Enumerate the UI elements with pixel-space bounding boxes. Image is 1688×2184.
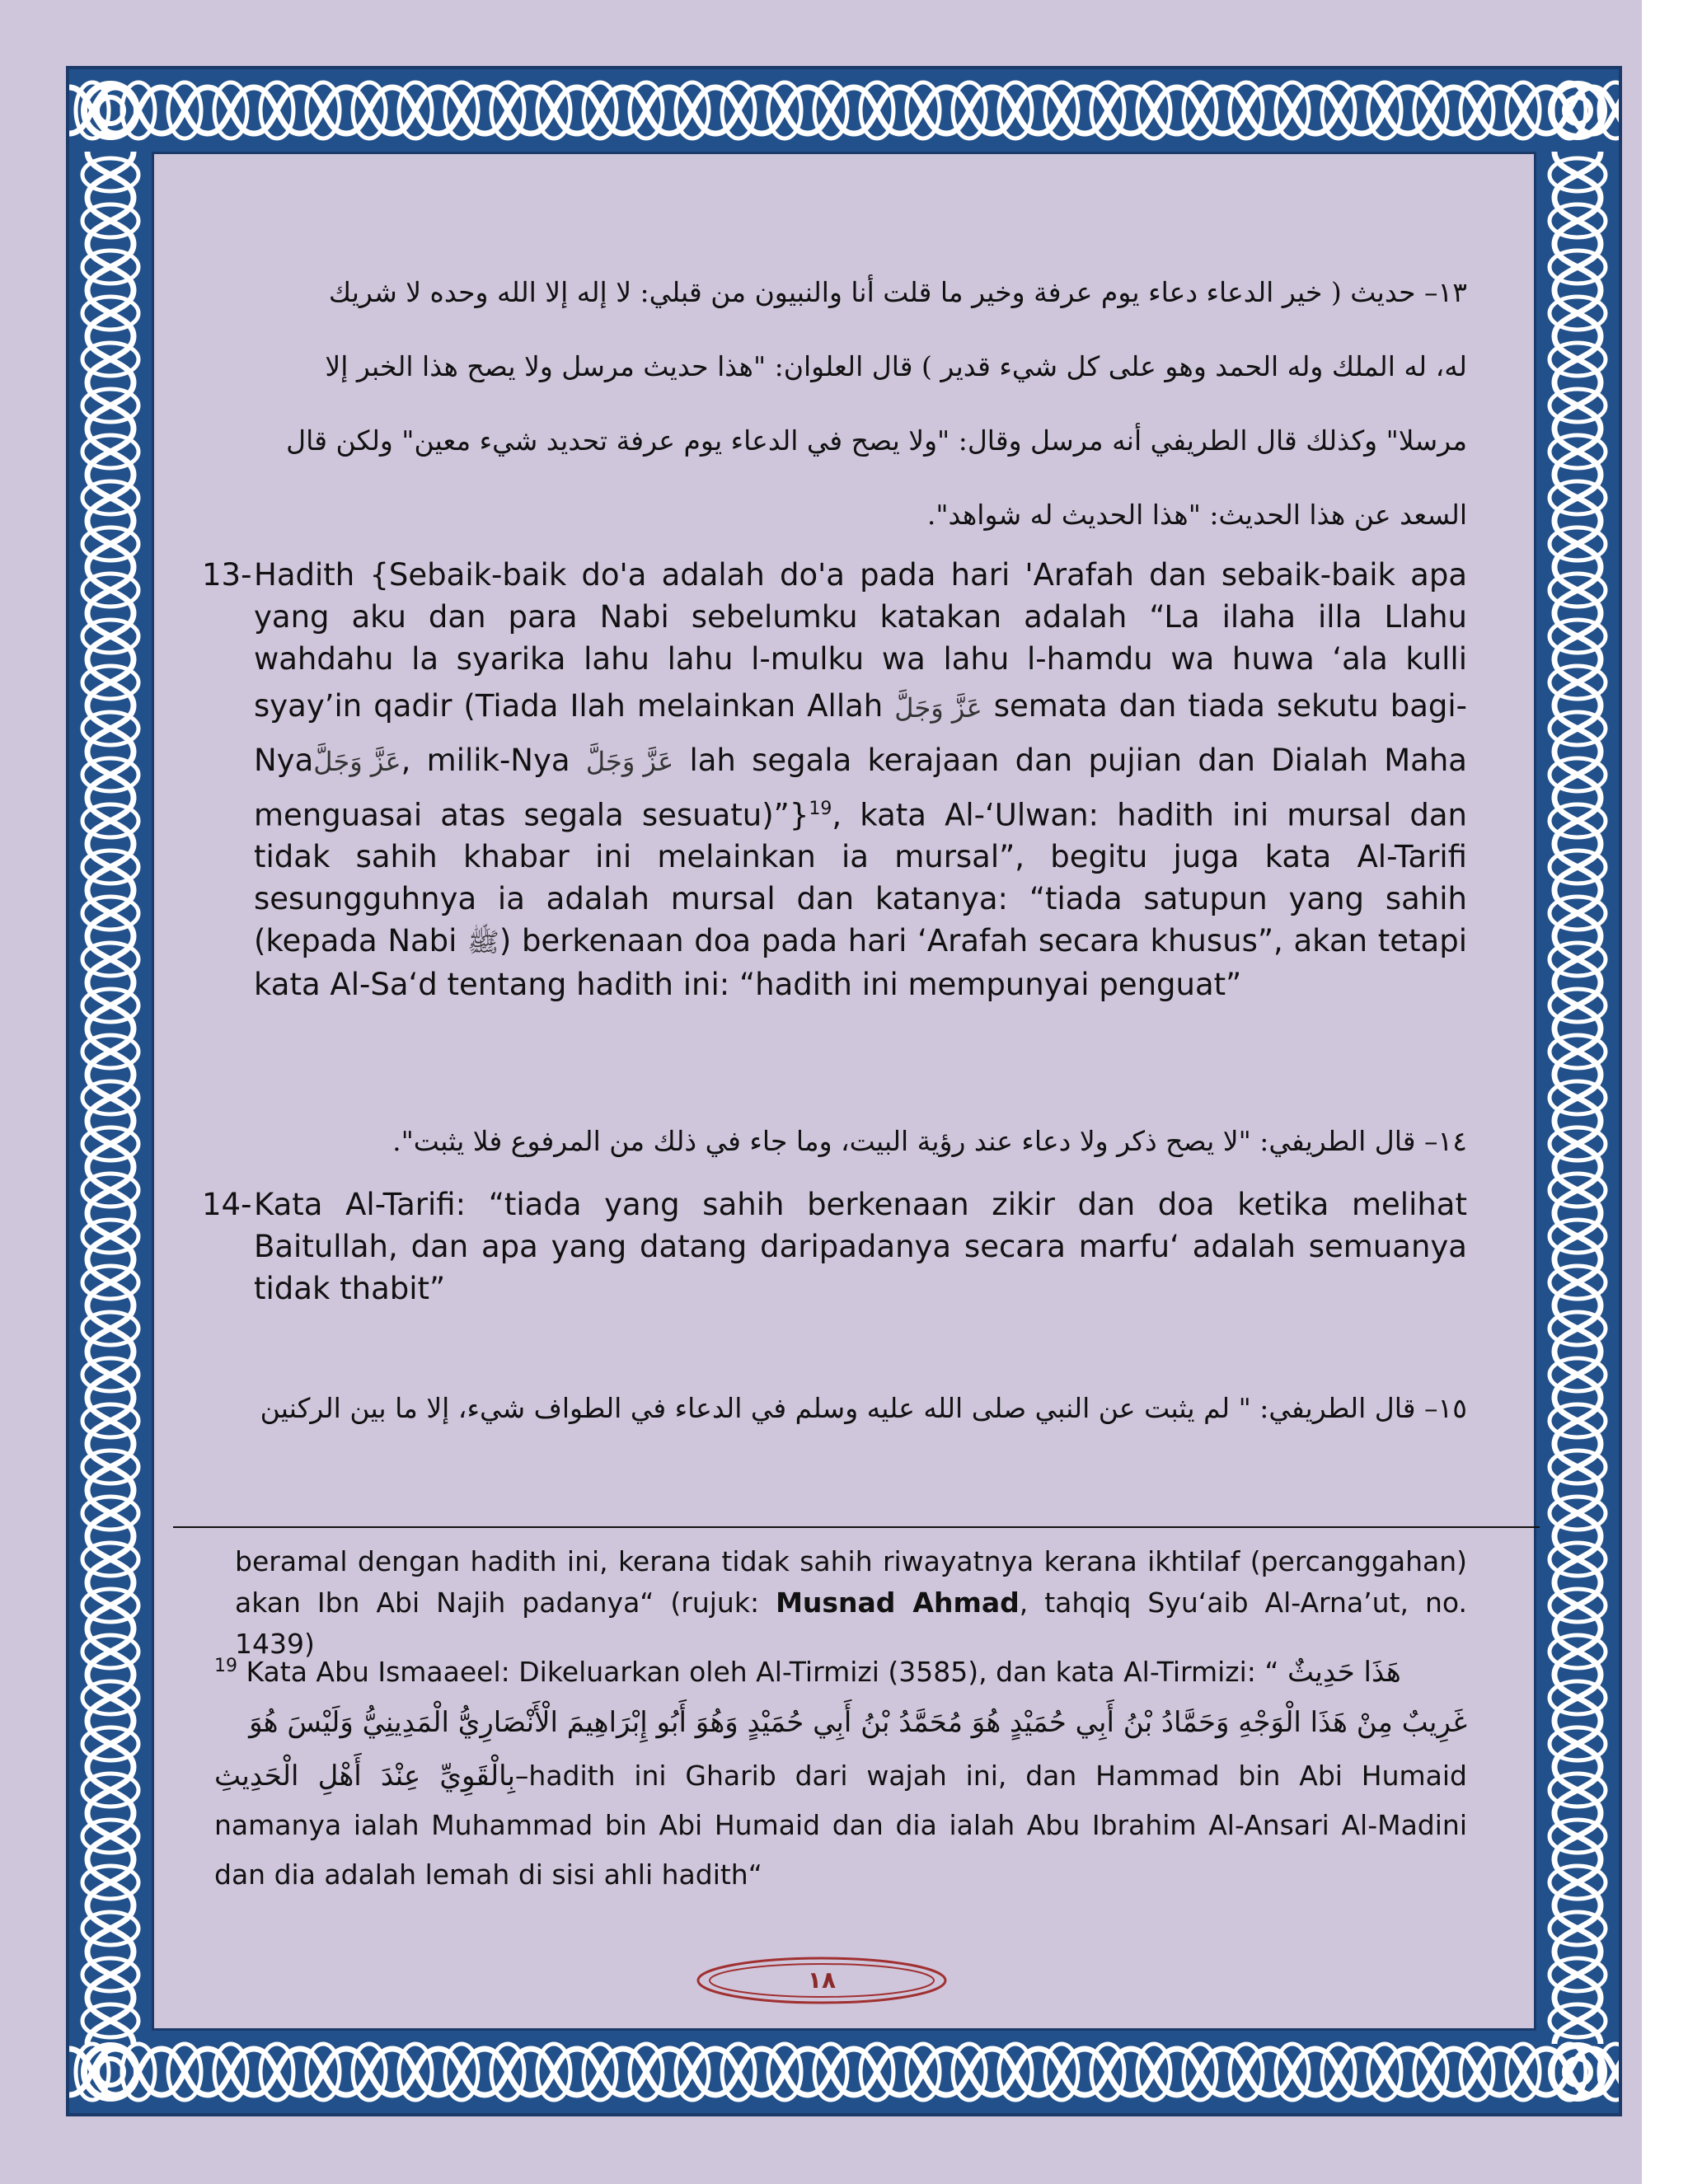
- footnote-number: 19: [214, 1656, 237, 1676]
- page-number: ١٨: [807, 1966, 837, 1994]
- text: Hadith {Sebaik-baik do'a adalah do'a pada hari 'Arafah dan sebaik-baik apa yang aku dan para Nabi sebelumku katakan adalah “La ilaha illa Llahu wahdahu la syarika lahu lahu l-mulku wa lahu l-hamdu wa huwa ‘ala kulli: [254, 557, 1467, 677]
- arabic-paragraph-15: [256, 1371, 1467, 1446]
- footnote-text: , tahqiq Syu‘aib Al-Arna’ut, no. 1439): [235, 1586, 1468, 1660]
- footnote-arabic: بِالْقَوِيِّ عِنْدَ أَهْلِ الْحَدِيثِ: [214, 1760, 515, 1793]
- malay-paragraph-14: [202, 1183, 1467, 1310]
- footnote-text: Kata Abu Ismaaeel: Dikeluarkan oleh Al-Tirmizi (3585), dan kata Al-Tirmizi: “: [246, 1656, 1279, 1688]
- item-number: 14-: [202, 1187, 252, 1222]
- footnote-19: [214, 1645, 1467, 1900]
- arabic-line: ١٣– حديث ( خير الدعاء دعاء يوم عرفة وخير ما قلت أنا والنبيون من قبلي: لا إله إلا الله وحده لا شريك: [328, 276, 1467, 308]
- azza-wajalla-glyph: عَزَّ وَجَلَّ: [585, 746, 674, 777]
- footnote-separator: [173, 1526, 1540, 1528]
- arabic-line: السعد عن هذا الحديث: "هذا الحديث له شواهد".: [926, 499, 1467, 531]
- text: syay’in qadir (Tiada Ilah melainkan Allah: [254, 688, 884, 724]
- salawat-glyph: ﷺ: [467, 926, 499, 958]
- right-edge-strip: [1642, 0, 1688, 2184]
- text: Kata Al-Tarifi: “tiada yang sahih berkenaan zikir dan doa ketika melihat Baitullah, dan apa yang datang daripadanya secara marfu‘ adalah semuanya tidak thabit”: [254, 1187, 1467, 1306]
- azza-wajalla-glyph: عَزَّ وَجَلَّ: [313, 746, 401, 777]
- arabic-paragraph-14: [256, 1104, 1467, 1179]
- arabic-line: له، له الملك وله الحمد وهو على كل شيء قدير ) قال العلوان: "هذا حديث مرسل ولا يصح هذا الخبر إلا: [325, 350, 1467, 382]
- text: semata dan tiada sekutu bagi-: [993, 688, 1467, 724]
- text: menguasai atas segala sesuatu)”}: [254, 797, 809, 833]
- footnote-arabic: غَرِيبٌ مِنْ هَذَا الْوَجْهِ وَحَمَّادُ بْنُ أَبِي حُمَيْدٍ هُوَ مُحَمَّدُ بْنُ أَبِي حُمَيْدٍ وَهُوَ أَبُو إِبْرَاهِيمَ الْأَنْصَارِيُّ الْمَدِينِيُّ وَلَيْسَ هُوَ: [249, 1706, 1467, 1739]
- footnote-ref: 19: [809, 799, 832, 819]
- text: lah segala kerajaan dan pujian dan Dialah Maha: [689, 742, 1467, 778]
- text: kata Al-Sa‘d tentang hadith ini: “hadith ini mempunyai penguat”: [254, 967, 1242, 1003]
- arabic-paragraph-13: [256, 255, 1467, 552]
- arabic-line: ١٥– قال الطريفي: " لم يثبت عن النبي صلى الله عليه وسلم في الدعاء في الطواف شيء، إلا ما بين الركنين: [260, 1392, 1467, 1424]
- text: (kepada Nabi: [254, 923, 457, 959]
- item-number: 13-: [202, 557, 252, 593]
- arabic-line: ١٤– قال الطريفي: "لا يصح ذكر ولا دعاء عند رؤية البيت، وما جاء في ذلك من المرفوع فلا يثبت".: [392, 1125, 1467, 1157]
- arabic-line: مرسلا" وكذلك قال الطريفي أنه مرسل وقال: "ولا يصح في الدعاء يوم عرفة تحديد شيء معين" ولكن قال: [286, 424, 1467, 457]
- footnote-text: –hadith ini Gharib dari wajah ini, dan Hammad bin Abi Humaid namanya ialah Muhammad bin Abi Humaid dan dia ialah Abu Ibrahim Al-Ansari Al-Madini dan dia adalah lemah di sisi ahli hadith“: [214, 1760, 1467, 1891]
- text: , milik-Nya: [401, 742, 570, 778]
- text: , kata Al-‘Ulwan: hadith ini mursal dan tidak sahih khabar ini melainkan ia mursal”, begitu juga kata Al-Tarifi sesungguhnya ia adalah mursal dan katanya: “tiada satupun yang sahih: [254, 797, 1467, 917]
- page-number-badge: [694, 1955, 950, 2006]
- malay-paragraph-13: [202, 554, 1467, 1005]
- footnote-arabic: هَذَا حَدِيثٌ: [1287, 1656, 1401, 1689]
- text: Nya: [254, 742, 314, 778]
- footnote-source-title: Musnad Ahmad: [776, 1586, 1020, 1619]
- text: ) berkenaan doa pada hari ‘Arafah secara khusus”, akan tetapi: [499, 923, 1467, 959]
- azza-wajalla-glyph: عَزَّ وَجَلَّ: [894, 691, 982, 724]
- footnote-text: beramal dengan hadith ini, kerana tidak sahih riwayatnya kerana ikhtilaf (percanggahan) akan Ibn Abi Najih padanya“ (rujuk:: [235, 1545, 1467, 1619]
